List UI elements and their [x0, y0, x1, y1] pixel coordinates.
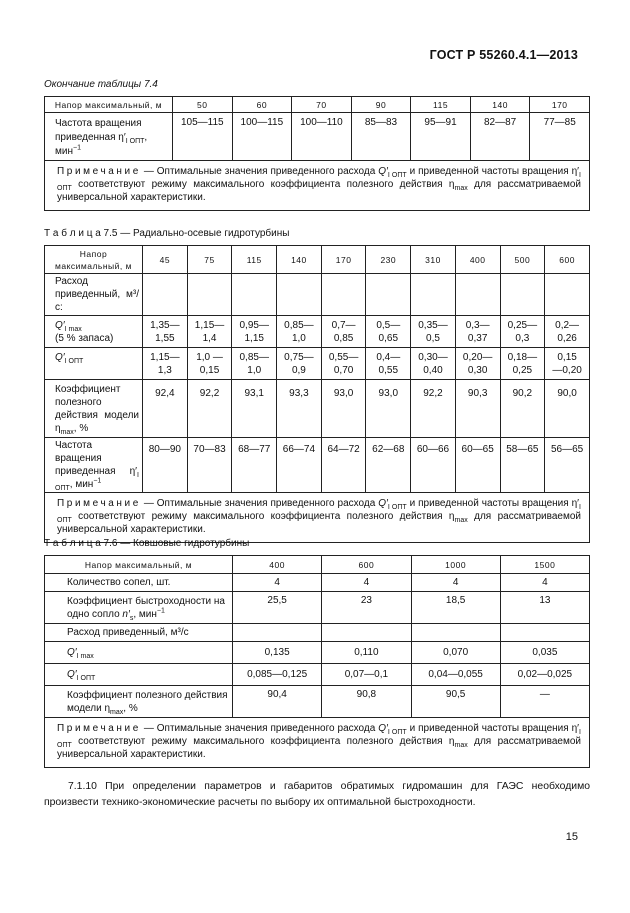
table-cell: — [500, 686, 589, 718]
table-cell: 93,0 [321, 380, 366, 438]
table-cell: 1,15— 1,4 [187, 316, 232, 348]
table-cell: 90,0 [545, 380, 590, 438]
table-7-5-caption: Т а б л и ц а 7.5 — Радиально-осевые гидротурбины [44, 228, 290, 239]
head-cell: 1500 [500, 556, 589, 574]
head-cell: 70 [292, 97, 352, 113]
row-label: Расход приведенный, м³/с: [45, 274, 143, 316]
table-cell: 90,4 [233, 686, 322, 718]
table-cell [321, 274, 366, 316]
row-label: Коэффициент полезного действия модели $\eta_{max}$, % [45, 380, 143, 438]
table-cell: 0,035 [500, 642, 589, 664]
head-cell: 50 [173, 97, 233, 113]
row-label: Коэффициент быстроходности на одно сопло $n'_s$, мин$^{-1}$ [45, 592, 233, 624]
table-cell: 23 [322, 592, 411, 624]
table-cell: 0,95— 1,15 [232, 316, 277, 348]
table-cell: 0,135 [233, 642, 322, 664]
table-cell: 0,85— 1,0 [232, 348, 277, 380]
table-cell: 0,55— 0,70 [321, 348, 366, 380]
table-7-6-caption: Т а б л и ц а 7.6 — Ковшовые гидротурбины [44, 538, 250, 549]
table-cell: 64—72 [321, 438, 366, 493]
table-cell [545, 274, 590, 316]
head-label: Напор максимальный, м [45, 246, 143, 274]
table-7-5 [44, 245, 590, 543]
table-cell: 85—83 [351, 113, 411, 161]
table-cell: 90,5 [411, 686, 500, 718]
head-cell: 60 [232, 97, 292, 113]
table-note: Примечание — Оптимальные значения приведенного расхода $Q'_{I ОПТ}$ и приведенной частоты вращения $\eta'_{I ОПТ}$ соответствуют режиму максимального коэффициента полезного действия $\eta_{max}$ для рассматриваемой универсальной характеристики. [45, 161, 590, 211]
table-cell [277, 274, 322, 316]
head-cell: 400 [455, 246, 500, 274]
table-cell: 58—65 [500, 438, 545, 493]
head-cell: 140 [470, 97, 530, 113]
head-label: Напор максимальный, м [45, 556, 233, 574]
table-note: Примечание — Оптимальные значения приведенного расхода $Q'_{I ОПТ}$ и приведенной частоты вращения $\eta'_{I ОПТ}$ соответствуют режиму максимального коэффициента полезного действия $\eta_{max}$ для рассматриваемой универсальной характеристики. [45, 493, 590, 543]
table-cell: 25,5 [233, 592, 322, 624]
table-cell: 90,2 [500, 380, 545, 438]
table-cell [411, 624, 500, 642]
table-cell: 90,8 [322, 686, 411, 718]
table-cell: 0,4— 0,55 [366, 348, 411, 380]
head-cell: 115 [411, 97, 471, 113]
table-cell: 93,0 [366, 380, 411, 438]
table-cell [455, 274, 500, 316]
table-cell: 0,070 [411, 642, 500, 664]
table-cell: 62—68 [366, 438, 411, 493]
table-cell: 92,2 [187, 380, 232, 438]
row-label: $Q'_{I ОПТ}$ [45, 664, 233, 686]
head-cell: 600 [545, 246, 590, 274]
table-cell: 0,110 [322, 642, 411, 664]
table-cell: 1,15— 1,3 [143, 348, 188, 380]
table-cell: 60—66 [411, 438, 456, 493]
row-label: Частота вращения приведенная $\eta'_{I ОПТ}$, мин$^{-1}$ [45, 113, 173, 161]
head-cell: 1000 [411, 556, 500, 574]
table-cell: 0,02—0,025 [500, 664, 589, 686]
table-cell: 66—74 [277, 438, 322, 493]
row-label: Частота вращения приведенная $\eta'_{I ОПТ}$, мин$^{-1}$ [45, 438, 143, 493]
head-cell: 230 [366, 246, 411, 274]
table-cell: 77—85 [530, 113, 590, 161]
table-note: Примечание — Оптимальные значения приведенного расхода $Q'_{I ОПТ}$ и приведенной частоты вращения $\eta'_{I ОПТ}$ соответствуют режиму максимального коэффициента полезного действия $\eta_{max}$ для рассматриваемой универсальной характеристики. [45, 718, 590, 768]
table-cell: 92,4 [143, 380, 188, 438]
head-cell: 600 [322, 556, 411, 574]
table-cell: 0,7— 0,85 [321, 316, 366, 348]
table-cell: 93,1 [232, 380, 277, 438]
document-id: ГОСТ Р 55260.4.1—2013 [429, 48, 578, 62]
head-cell: 140 [277, 246, 322, 274]
table-cell: 0,2— 0,26 [545, 316, 590, 348]
table-cell [366, 274, 411, 316]
table-cell: 60—65 [455, 438, 500, 493]
row-label: Количество сопел, шт. [45, 574, 233, 592]
table-cell [500, 624, 589, 642]
table-cell [143, 274, 188, 316]
row-label: $Q'_{I max}$ [45, 642, 233, 664]
head-cell: 400 [233, 556, 322, 574]
table-cell: 90,3 [455, 380, 500, 438]
table-cell: 0,75— 0,9 [277, 348, 322, 380]
table-cell: 56—65 [545, 438, 590, 493]
table-cell: 0,18— 0,25 [500, 348, 545, 380]
table-cell: 0,35— 0,5 [411, 316, 456, 348]
table-cell: 4 [500, 574, 589, 592]
page-number: 15 [565, 831, 578, 843]
row-label: $Q'_{I max}$ (5 % запаса) [45, 316, 143, 348]
table-cell: 0,30— 0,40 [411, 348, 456, 380]
head-cell: 170 [530, 97, 590, 113]
head-cell: 115 [232, 246, 277, 274]
table-cell [500, 274, 545, 316]
head-cell: 90 [351, 97, 411, 113]
table-7-4-caption: Окончание таблицы 7.4 [44, 79, 158, 90]
row-label: Расход приведенный, м³/с [45, 624, 233, 642]
table-cell: 70—83 [187, 438, 232, 493]
head-cell: 310 [411, 246, 456, 274]
table-cell: 0,04—0,055 [411, 664, 500, 686]
table-cell: 82—87 [470, 113, 530, 161]
table-cell: 92,2 [411, 380, 456, 438]
table-cell [232, 274, 277, 316]
table-cell: 0,20— 0,30 [455, 348, 500, 380]
table-cell [233, 624, 322, 642]
table-cell: 0,85— 1,0 [277, 316, 322, 348]
table-cell: 105—115 [173, 113, 233, 161]
table-cell: 4 [411, 574, 500, 592]
head-label: Напор максимальный, м [45, 97, 173, 113]
head-cell: 500 [500, 246, 545, 274]
table-cell: 100—110 [292, 113, 352, 161]
row-label: $Q'_{I ОПТ}$ [45, 348, 143, 380]
table-cell: 1,0 — 0,15 [187, 348, 232, 380]
table-cell: 0,07—0,1 [322, 664, 411, 686]
head-cell: 170 [321, 246, 366, 274]
table-cell: 95—91 [411, 113, 471, 161]
table-cell: 0,3— 0,37 [455, 316, 500, 348]
table-7-6 [44, 555, 590, 768]
table-cell: 4 [233, 574, 322, 592]
table-cell: 100—115 [232, 113, 292, 161]
table-cell: 80—90 [143, 438, 188, 493]
head-cell: 45 [143, 246, 188, 274]
paragraph-7-1-10: 7.1.10 При определении параметров и габаритов обратимых гидромашин для ГАЭС необходимо произвести технико-экономические расчеты по выбору их оптимальной быстроходности. [44, 781, 590, 808]
table-cell: 13 [500, 592, 589, 624]
table-cell: 93,3 [277, 380, 322, 438]
table-cell [322, 624, 411, 642]
table-cell: 0,085—0,125 [233, 664, 322, 686]
table-cell: 18,5 [411, 592, 500, 624]
table-cell: 0,5— 0,65 [366, 316, 411, 348]
table-cell [187, 274, 232, 316]
head-cell: 75 [187, 246, 232, 274]
table-7-4 [44, 96, 590, 211]
row-label: Коэффициент полезного действия модели $\eta_{max}$, % [45, 686, 233, 718]
table-cell: 0,25— 0,3 [500, 316, 545, 348]
table-cell: 68—77 [232, 438, 277, 493]
table-cell [411, 274, 456, 316]
table-cell: 1,35— 1,55 [143, 316, 188, 348]
table-cell: 0,15 —0,20 [545, 348, 590, 380]
table-cell: 4 [322, 574, 411, 592]
